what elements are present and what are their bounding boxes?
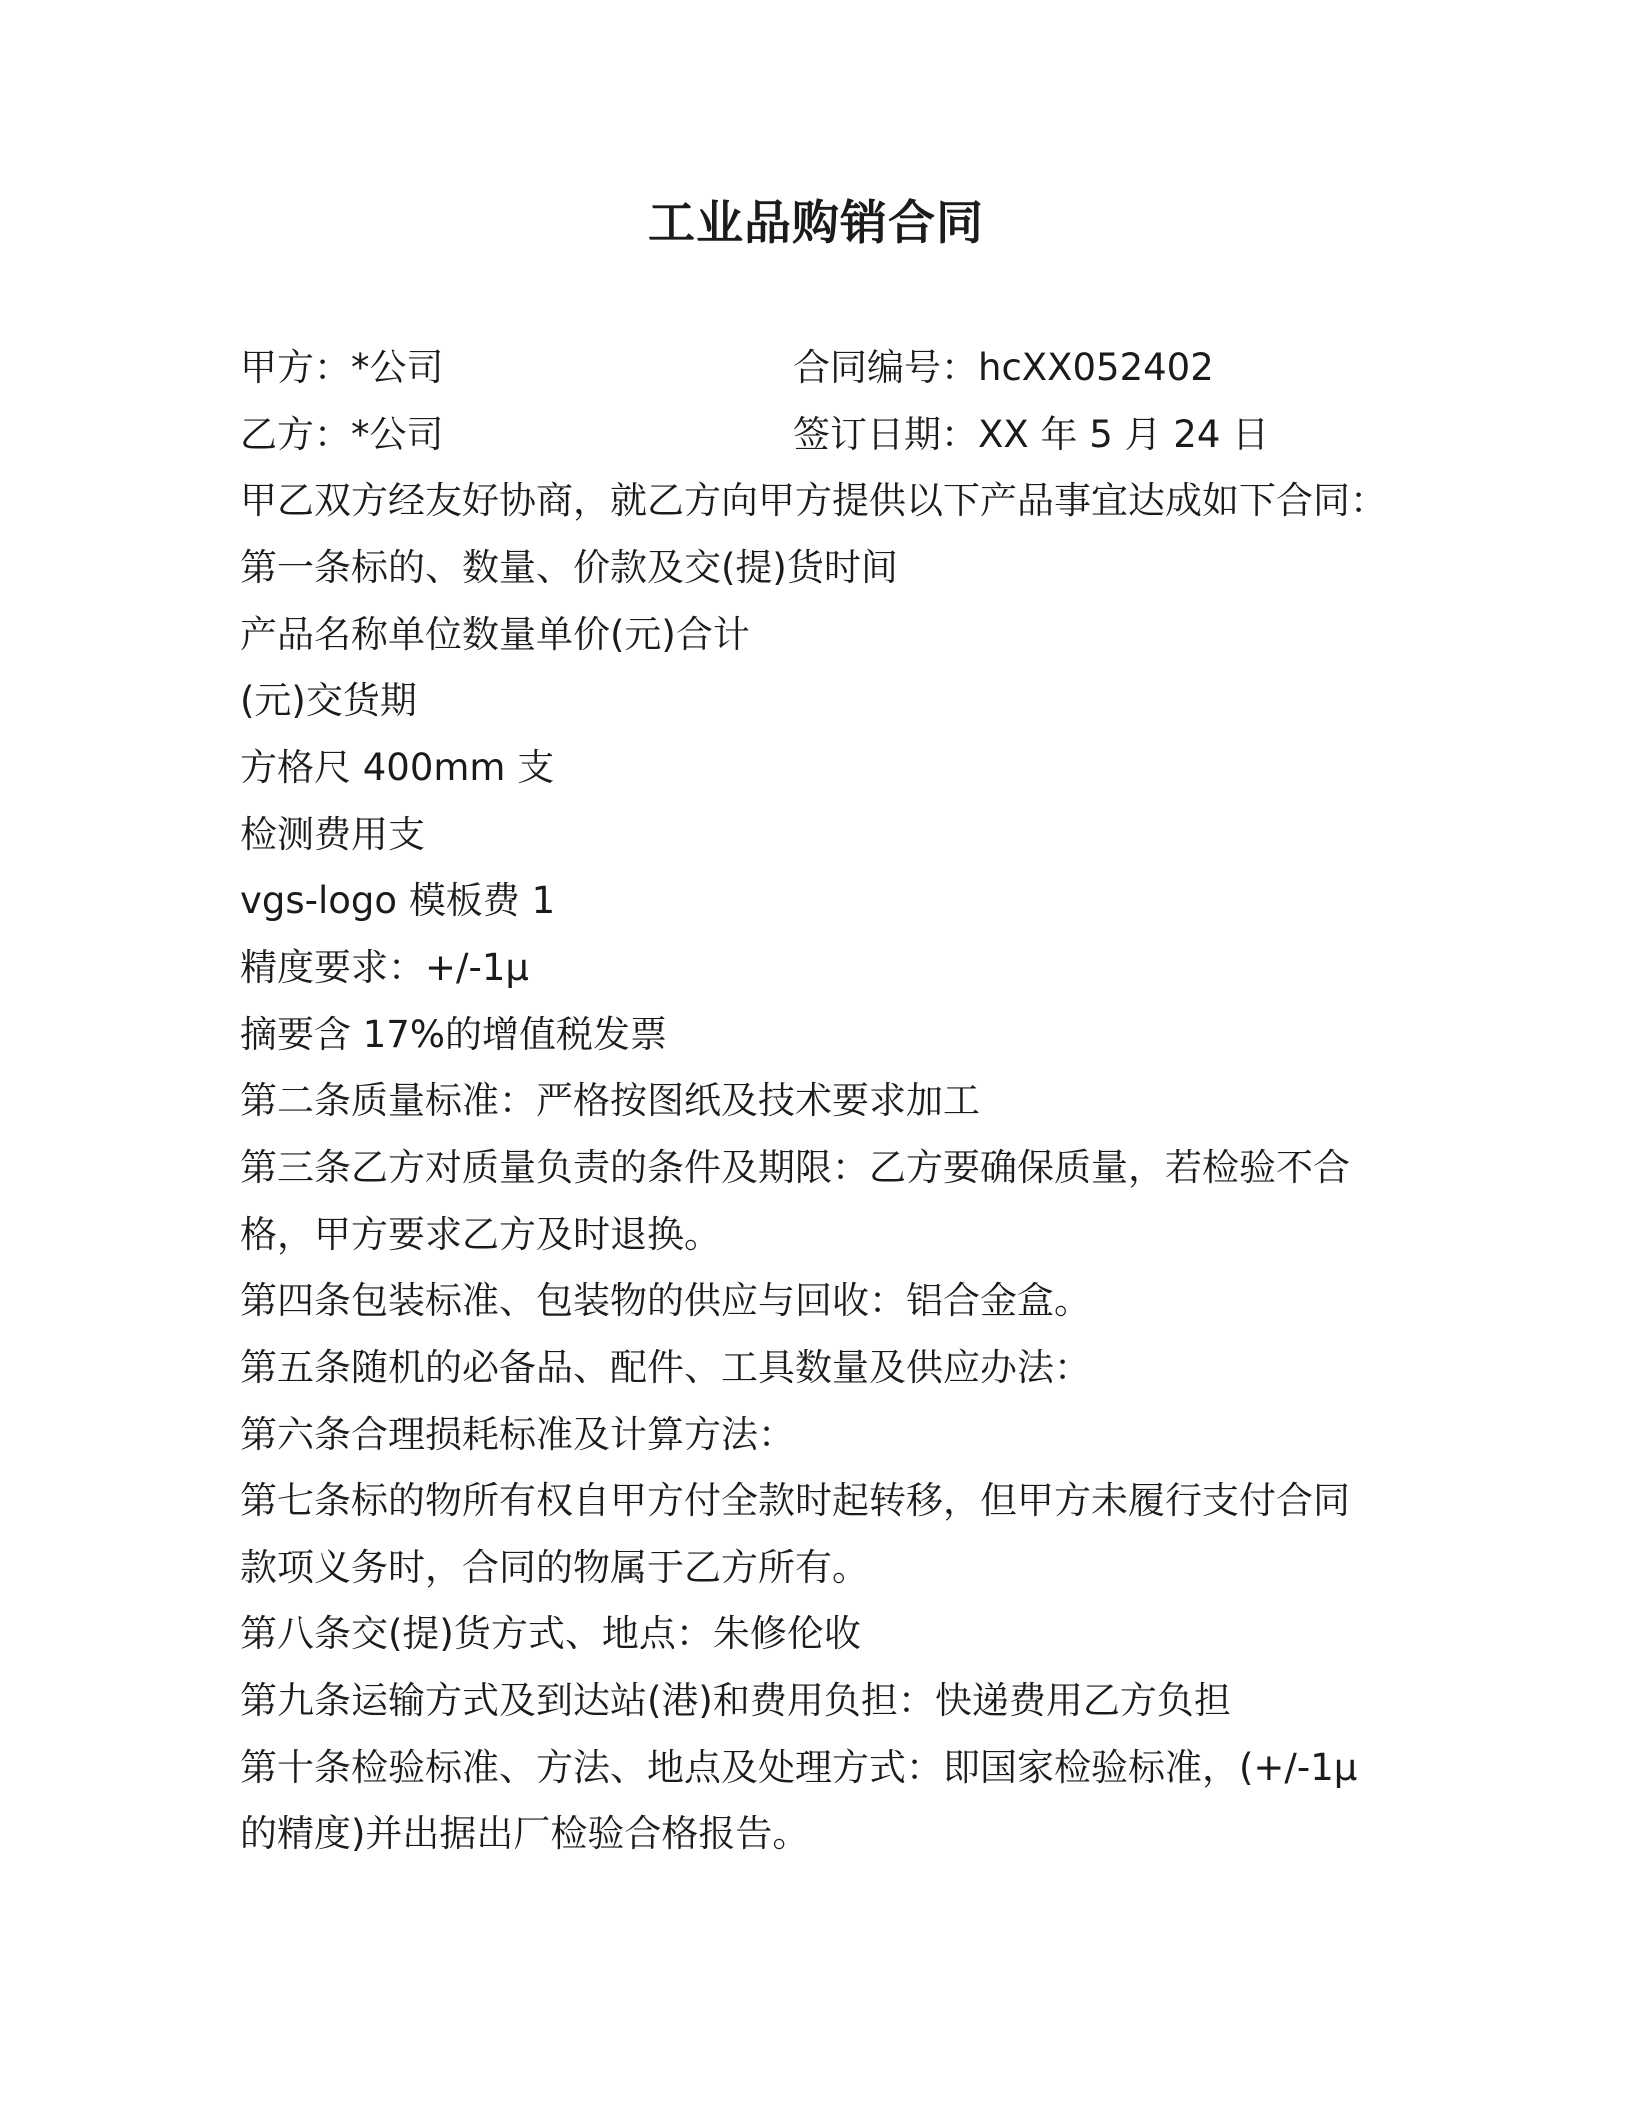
product-item-3: vgs-logo 模板费 1 [240, 879, 556, 923]
header-row-1 [240, 335, 1440, 402]
contract-number: 合同编号：hcXX052402 [793, 346, 1214, 389]
article-8: 第八条交(提)货方式、地点：朱修伦收 [240, 1612, 861, 1656]
party-a: 甲方：*公司 [240, 346, 444, 389]
article-6: 第六条合理损耗标准及计算方法： [240, 1412, 795, 1456]
product-item-2: 检测费用支 [240, 812, 425, 856]
article-5: 第五条随机的必备品、配件、工具数量及供应办法： [240, 1345, 1091, 1389]
article-4: 第四条包装标准、包装物的供应与回收：铝合金盒。 [240, 1279, 1091, 1323]
article-7-line-1: 第七条标的物所有权自甲方付全款时起转移，但甲方未履行支付合同 [240, 1479, 1350, 1523]
product-item-1: 方格尺 400mm 支 [240, 745, 555, 789]
precision-requirement: 精度要求：+/-1μ [240, 945, 529, 989]
article-7-line-2: 款项义务时，合同的物属于乙方所有。 [240, 1545, 869, 1589]
header-row-2 [240, 402, 1440, 469]
article-3-line-1: 第三条乙方对质量负责的条件及期限：乙方要确保质量，若检验不合 [240, 1145, 1350, 1189]
contract-body [240, 335, 1440, 1868]
article-10-line-2: 的精度)并出据出厂检验合格报告。 [240, 1812, 810, 1856]
preamble-line: 甲乙双方经友好协商，就乙方向甲方提供以下产品事宜达成如下合同： [240, 479, 1387, 523]
invoice-note: 摘要含 17%的增值税发票 [240, 1012, 667, 1056]
product-table-header: 产品名称单位数量单价(元)合计 [240, 612, 750, 656]
document-title: 工业品购销合同 [648, 196, 984, 251]
article-1-heading: 第一条标的、数量、价款及交(提)货时间 [240, 545, 898, 589]
article-3-line-2: 格，甲方要求乙方及时退换。 [240, 1212, 721, 1256]
article-10-line-1: 第十条检验标准、方法、地点及处理方式：即国家检验标准，(+/-1μ [240, 1745, 1358, 1789]
product-table-header-cont: (元)交货期 [240, 679, 417, 723]
sign-date: 签订日期：XX 年 5 月 24 日 [793, 412, 1270, 456]
party-b: 乙方：*公司 [240, 412, 444, 456]
article-9: 第九条运输方式及到达站(港)和费用负担：快递费用乙方负担 [240, 1679, 1231, 1723]
article-2: 第二条质量标准：严格按图纸及技术要求加工 [240, 1079, 980, 1123]
